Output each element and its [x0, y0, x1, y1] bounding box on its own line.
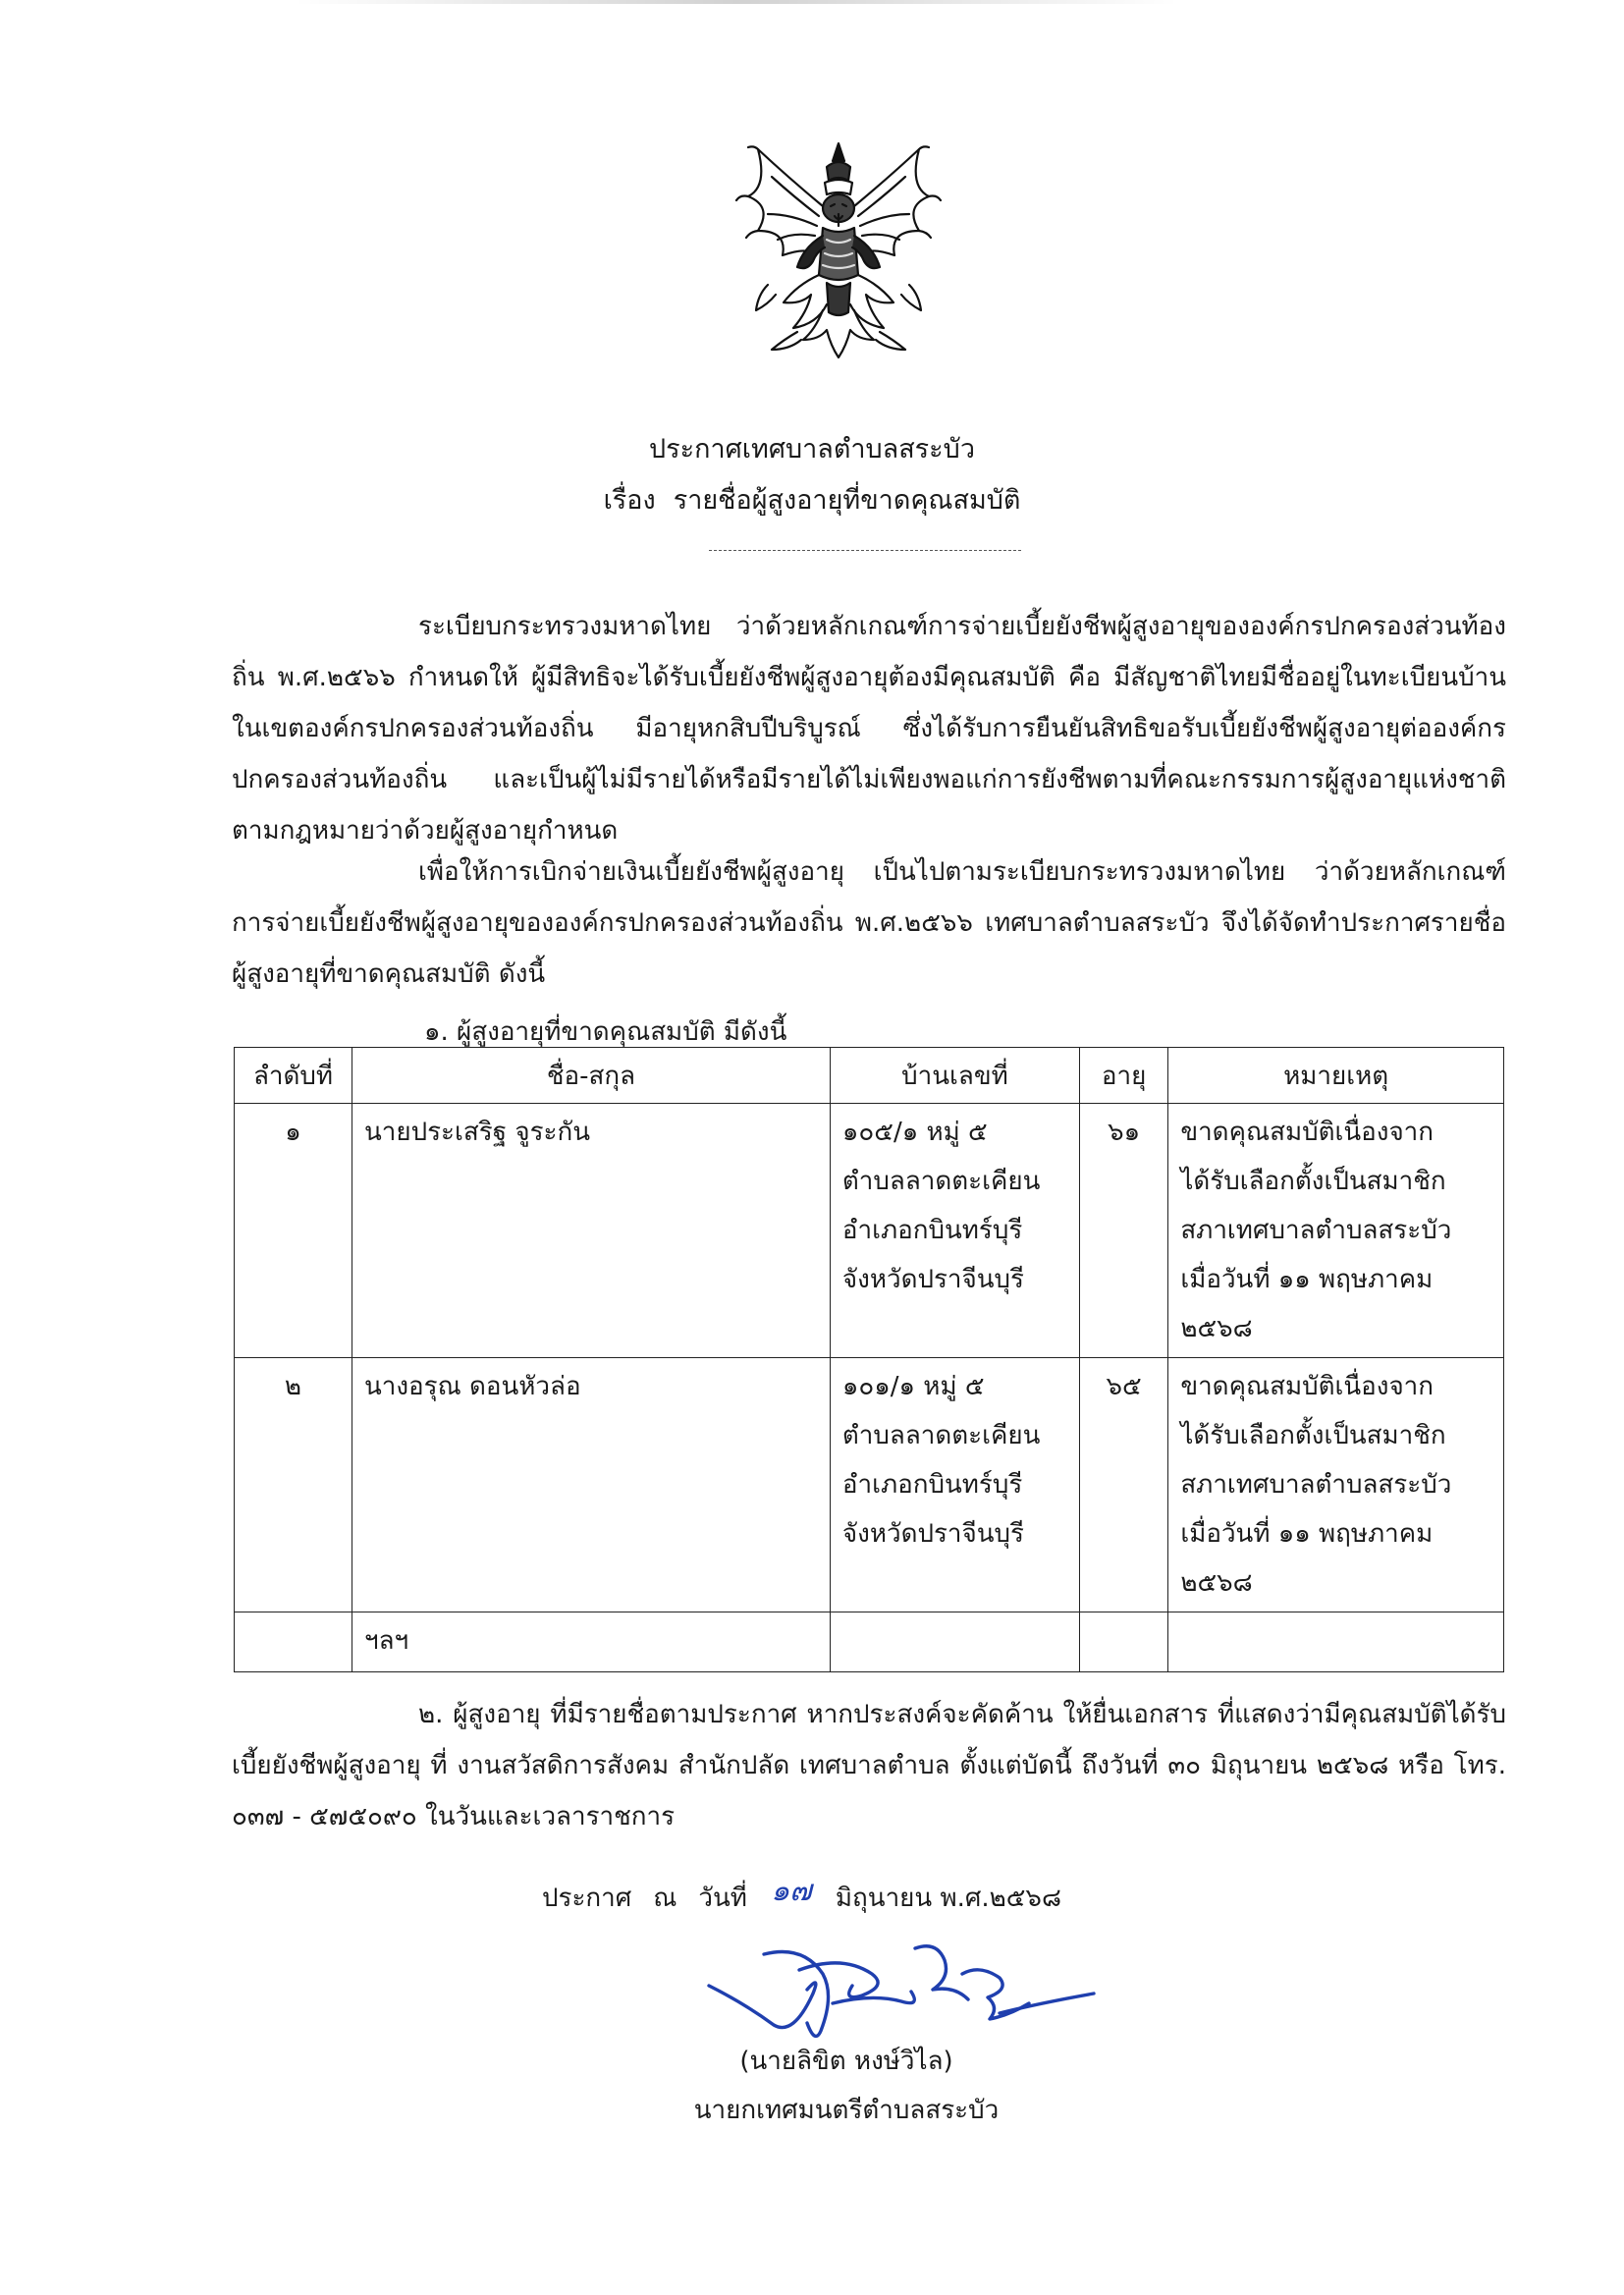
announce-at: ณ — [653, 1884, 677, 1913]
header-age: อายุ — [1079, 1048, 1167, 1104]
disqualified-table — [234, 1047, 1504, 1672]
scan-edge — [295, 0, 1178, 4]
address-line: ๑๐๕/๑ หมู่ ๕ — [841, 1118, 988, 1147]
row-no: ๒ — [235, 1358, 352, 1612]
objection-paragraph: ๒. ผู้สูงอายุ ที่มีรายชื่อตามประกาศ หากประสงค์จะคัดค้าน ให้ยื่นเอกสาร ที่แสดงว่ามีคุณสมบัติได้รับเบี้ยยังชีพผู้สูงอายุ ที่ งานสวัสดิการสังคม สำนักปลัด เทศบาลตำบล ตั้งแต่บัดนี้ ถึงวันที่ ๓๐ มิถุนายน ๒๕๖๘ หรือ โทร. ๐๓๗ - ๕๗๕๐๙๐ ในวันและเวลาราชการ — [232, 1700, 1506, 1831]
announcement-date — [542, 1874, 1061, 1920]
row-address — [830, 1104, 1079, 1358]
etc-address — [830, 1612, 1079, 1672]
signatory-name: (นายลิขิต หงษ์วิไล) — [739, 2047, 953, 2076]
header-remark: หมายเหตุ — [1168, 1048, 1504, 1104]
etc-label: ฯลฯ — [352, 1612, 830, 1672]
row-remark — [1168, 1104, 1504, 1358]
header-no: ลำดับที่ — [235, 1048, 352, 1104]
address-line: ตำบลลาดตะเคียน — [841, 1421, 1041, 1450]
handwritten-day: ๑๗ — [771, 1874, 812, 1908]
table-header-row — [235, 1048, 1504, 1104]
remark-line: สภาเทศบาลตำบลสระบัว — [1180, 1470, 1452, 1500]
remark-line: ขาดคุณสมบัติเนื่องจาก — [1180, 1372, 1435, 1401]
row-name: นางอรุณ ดอนหัวล่อ — [352, 1358, 830, 1612]
announce-month-year: มิถุนายน พ.ศ.๒๕๖๘ — [835, 1884, 1061, 1913]
address-line: ๑๐๑/๑ หมู่ ๕ — [841, 1372, 985, 1401]
etc-age — [1079, 1612, 1167, 1672]
document-title: ประกาศเทศบาลตำบลสระบัว — [649, 434, 975, 464]
etc-remark — [1168, 1612, 1504, 1672]
announce-day-label: วันที่ — [698, 1884, 747, 1913]
table-row — [235, 1358, 1504, 1612]
remark-line: สภาเทศบาลตำบลสระบัว — [1180, 1216, 1452, 1245]
table-row — [235, 1104, 1504, 1358]
address-line: อำเภอกบินทร์บุรี — [841, 1216, 1023, 1245]
header-name: ชื่อ-สกุล — [352, 1048, 830, 1104]
list-caption: ๑. ผู้สูงอายุที่ขาดคุณสมบัติ มีดังนี้ — [424, 1017, 787, 1047]
header-address: บ้านเลขที่ — [830, 1048, 1079, 1104]
row-age: ๖๑ — [1079, 1104, 1167, 1358]
subject-value: รายชื่อผู้สูงอายุที่ขาดคุณสมบัติ — [673, 485, 1021, 516]
row-address — [830, 1358, 1079, 1612]
signature-image — [705, 1935, 1098, 2052]
table-row-etc — [235, 1612, 1504, 1672]
remark-line: ขาดคุณสมบัติเนื่องจาก — [1180, 1118, 1435, 1147]
remark-line: ได้รับเลือกตั้งเป็นสมาชิก — [1180, 1167, 1446, 1196]
row-name: นายประเสริฐ จูระกัน — [352, 1104, 830, 1358]
etc-no — [235, 1612, 352, 1672]
title-divider — [709, 550, 1021, 551]
remark-line: เมื่อวันที่ ๑๑ พฤษภาคม — [1180, 1519, 1434, 1549]
row-remark — [1168, 1358, 1504, 1612]
announce-prefix: ประกาศ — [542, 1884, 632, 1913]
remark-line: ๒๕๖๘ — [1180, 1314, 1253, 1343]
signatory-position: นายกเทศมนตรีตำบลสระบัว — [693, 2096, 1000, 2125]
row-no: ๑ — [235, 1104, 352, 1358]
remark-line: เมื่อวันที่ ๑๑ พฤษภาคม — [1180, 1265, 1434, 1294]
body-paragraph-2: เพื่อให้การเบิกจ่ายเงินเบี้ยยังชีพผู้สูงอายุ เป็นไปตามระเบียบกระทรวงมหาดไทย ว่าด้วยหลักเกณฑ์การจ่ายเบี้ยยังชีพผู้สูงอายุขององค์กรปกครองส่วนท้องถิ่น พ.ศ.๒๕๖๖ เทศบาลตำบลสระบัว จึงได้จัดทำประกาศรายชื่อผู้สูงอายุที่ขาดคุณสมบัติ ดังนี้ — [232, 857, 1506, 989]
row-age: ๖๕ — [1079, 1358, 1167, 1612]
remark-line: ๒๕๖๘ — [1180, 1568, 1253, 1598]
remark-line: ได้รับเลือกตั้งเป็นสมาชิก — [1180, 1421, 1446, 1450]
address-line: ตำบลลาดตะเคียน — [841, 1167, 1041, 1196]
document-subject — [0, 478, 1624, 520]
garuda-emblem-icon — [729, 137, 949, 368]
address-line: จังหวัดปราจีนบุรี — [841, 1265, 1025, 1294]
subject-label: เรื่อง — [603, 485, 656, 516]
address-line: จังหวัดปราจีนบุรี — [841, 1519, 1025, 1549]
address-line: อำเภอกบินทร์บุรี — [841, 1470, 1023, 1500]
body-paragraph-1: ระเบียบกระทรวงมหาดไทย ว่าด้วยหลักเกณฑ์การจ่ายเบี้ยยังชีพผู้สูงอายุขององค์กรปกครองส่วนท้องถิ่น พ.ศ.๒๕๖๖ กำหนดให้ ผู้มีสิทธิจะได้รับเบี้ยยังชีพผู้สูงอายุต้องมีคุณสมบัติ คือ มีสัญชาติไทยมีชื่ออยู่ในทะเบียนบ้านในเขตองค์กรปกครองส่วนท้องถิ่น มีอายุหกสิบปีบริบูรณ์ ซึ่งได้รับการยืนยันสิทธิขอรับเบี้ยยังชีพผู้สูงอายุต่อองค์กรปกครองส่วนท้องถิ่น และเป็นผู้ไม่มีรายได้หรือมีรายได้ไม่เพียงพอแก่การยังชีพตามที่คณะกรรมการผู้สูงอายุแห่งชาติตามกฎหมายว่าด้วยผู้สูงอายุกำหนด — [232, 612, 1506, 846]
